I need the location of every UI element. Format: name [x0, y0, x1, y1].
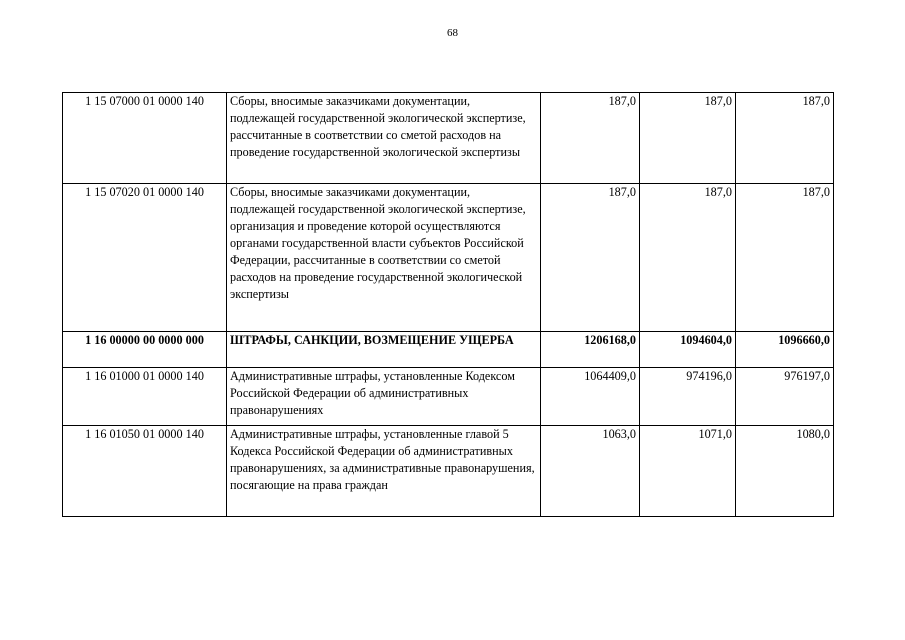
row-value-year-3: 187,0 [736, 93, 834, 184]
row-code: 1 16 00000 00 0000 000 [63, 332, 227, 368]
row-description: Административные штрафы, установленные Кодексом Российской Федерации об административных правонарушениях [227, 368, 541, 426]
row-value-year-1: 1064409,0 [541, 368, 640, 426]
row-value-year-2: 974196,0 [640, 368, 736, 426]
row-value-year-3: 1080,0 [736, 426, 834, 517]
row-value-year-1: 1206168,0 [541, 332, 640, 368]
table-row-section-total [63, 332, 834, 368]
row-value-year-3: 1096660,0 [736, 332, 834, 368]
table-row [63, 184, 834, 332]
row-value-year-2: 1094604,0 [640, 332, 736, 368]
table-row [63, 93, 834, 184]
row-value-year-3: 187,0 [736, 184, 834, 332]
table-row [63, 426, 834, 517]
row-value-year-1: 187,0 [541, 184, 640, 332]
row-description: Сборы, вносимые заказчиками документации, подлежащей государственной экологической экспертизе, рассчитанные в соответствии со сметой расходов на проведение государственной экологической экспертизы [227, 93, 541, 184]
row-description: Административные штрафы, установленные главой 5 Кодекса Российской Федерации об административных правонарушениях, за административные правонарушения, посягающие на права граждан [227, 426, 541, 517]
row-value-year-1: 187,0 [541, 93, 640, 184]
row-value-year-3: 976197,0 [736, 368, 834, 426]
row-description: ШТРАФЫ, САНКЦИИ, ВОЗМЕЩЕНИЕ УЩЕРБА [227, 332, 541, 368]
row-value-year-2: 187,0 [640, 93, 736, 184]
row-value-year-1: 1063,0 [541, 426, 640, 517]
row-code: 1 15 07000 01 0000 140 [63, 93, 227, 184]
table-row [63, 368, 834, 426]
row-value-year-2: 1071,0 [640, 426, 736, 517]
page-number: 68 [447, 27, 458, 39]
row-code: 1 16 01050 01 0000 140 [63, 426, 227, 517]
row-description: Сборы, вносимые заказчиками документации, подлежащей государственной экологической экспертизе, организация и проведение которой осуществляются органами государственной власти субъектов Российской Федерации, рассчитанные в соответствии со сметой расходов на проведение государственной экологической экспертизы [227, 184, 541, 332]
row-code: 1 15 07020 01 0000 140 [63, 184, 227, 332]
budget-revenue-table [62, 92, 834, 517]
row-value-year-2: 187,0 [640, 184, 736, 332]
row-code: 1 16 01000 01 0000 140 [63, 368, 227, 426]
